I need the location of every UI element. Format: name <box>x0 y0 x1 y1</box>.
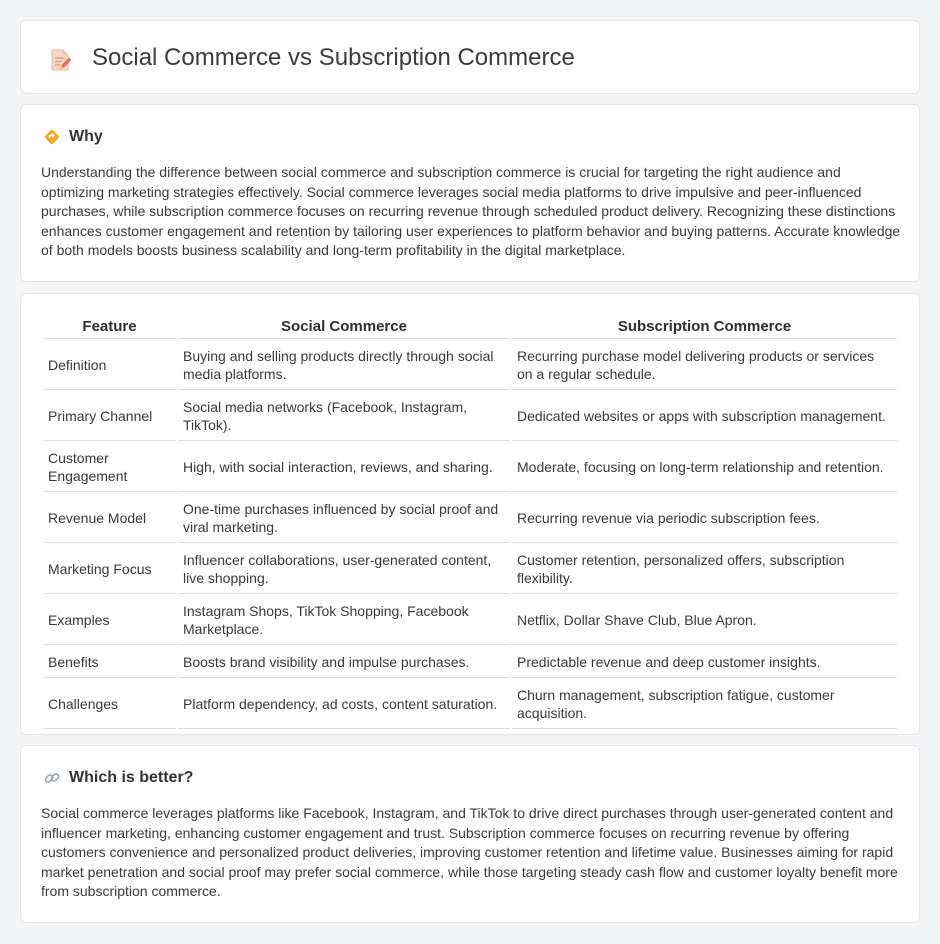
column-header-subscription: Subscription Commerce <box>512 316 897 339</box>
table-row <box>43 596 897 645</box>
table-row <box>43 494 897 543</box>
table-row <box>43 392 897 441</box>
feature-cell: Challenges <box>43 680 176 729</box>
why-header <box>43 127 103 147</box>
subscription-cell: Netflix, Dollar Shave Club, Blue Apron. <box>512 596 897 645</box>
table-row <box>43 443 897 492</box>
table-row <box>43 680 897 729</box>
subscription-cell: Recurring revenue via periodic subscription fees. <box>512 494 897 543</box>
social-cell: Platform dependency, ad costs, content saturation. <box>178 680 510 729</box>
subscription-cell: Churn management, subscription fatigue, customer acquisition. <box>512 680 897 729</box>
social-cell: Social media networks (Facebook, Instagram, TikTok). <box>178 392 510 441</box>
feature-cell: Marketing Focus <box>43 545 176 594</box>
subscription-cell: Moderate, focusing on long-term relationship and retention. <box>512 443 897 492</box>
social-cell: Instagram Shops, TikTok Shopping, Facebook Marketplace. <box>178 596 510 645</box>
subscription-cell: Dedicated websites or apps with subscription management. <box>512 392 897 441</box>
social-cell: Influencer collaborations, user-generated content, live shopping. <box>178 545 510 594</box>
table-header-row <box>43 316 897 339</box>
feature-cell: Customer Engagement <box>43 443 176 492</box>
title-card <box>20 20 920 94</box>
why-text: Understanding the difference between social commerce and subscription commerce is crucial for targeting the right audience and optimizing marketing strategies effectively. Social commerce leverages social media platforms to drive impulsive and peer-influenced purchases, while subscription commerce focuses on recurring revenue through scheduled product delivery. Recognizing these distinctions enhances customer engagement and retention by tailoring user experiences to platform behavior and buying patterns. Accurate knowledge of both models boosts business scalability and long-term profitability in the digital marketplace. <box>41 164 901 259</box>
better-heading: Which is better? <box>69 769 194 786</box>
diamond-signpost-icon <box>43 128 61 146</box>
comparison-table <box>41 314 899 731</box>
comparison-table-card <box>20 293 920 735</box>
feature-cell: Definition <box>43 341 176 390</box>
table-row <box>43 647 897 678</box>
subscription-cell: Recurring purchase model delivering products or services on a regular schedule. <box>512 341 897 390</box>
social-cell: Boosts brand visibility and impulse purchases. <box>178 647 510 678</box>
column-header-feature: Feature <box>43 316 176 339</box>
which-is-better-section <box>20 745 920 923</box>
table-row <box>43 341 897 390</box>
better-header <box>43 768 193 788</box>
subscription-cell: Predictable revenue and deep customer insights. <box>512 647 897 678</box>
subscription-cell: Customer retention, personalized offers, subscription flexibility. <box>512 545 897 594</box>
feature-cell: Primary Channel <box>43 392 176 441</box>
table-row <box>43 545 897 594</box>
social-cell: One-time purchases influenced by social proof and viral marketing. <box>178 494 510 543</box>
column-header-social: Social Commerce <box>178 316 510 339</box>
document-pencil-icon <box>49 48 71 72</box>
why-section <box>20 104 920 282</box>
social-cell: Buying and selling products directly through social media platforms. <box>178 341 510 390</box>
why-heading: Why <box>69 128 103 145</box>
link-icon <box>43 769 61 787</box>
page-title: Social Commerce vs Subscription Commerce <box>92 44 575 71</box>
social-cell: High, with social interaction, reviews, and sharing. <box>178 443 510 492</box>
better-text: Social commerce leverages platforms like Facebook, Instagram, and TikTok to drive direct purchases through user-generated content and influencer marketing, enhancing customer engagement and trust. Subscription commerce focuses on recurring revenue by offering customers convenience and personalized product deliveries, improving customer retention and lifetime value. Businesses aiming for rapid market penetration and social proof may prefer social commerce, while those targeting steady cash flow and customer loyalty benefit more from subscription commerce. <box>41 805 898 900</box>
feature-cell: Revenue Model <box>43 494 176 543</box>
feature-cell: Examples <box>43 596 176 645</box>
feature-cell: Benefits <box>43 647 176 678</box>
